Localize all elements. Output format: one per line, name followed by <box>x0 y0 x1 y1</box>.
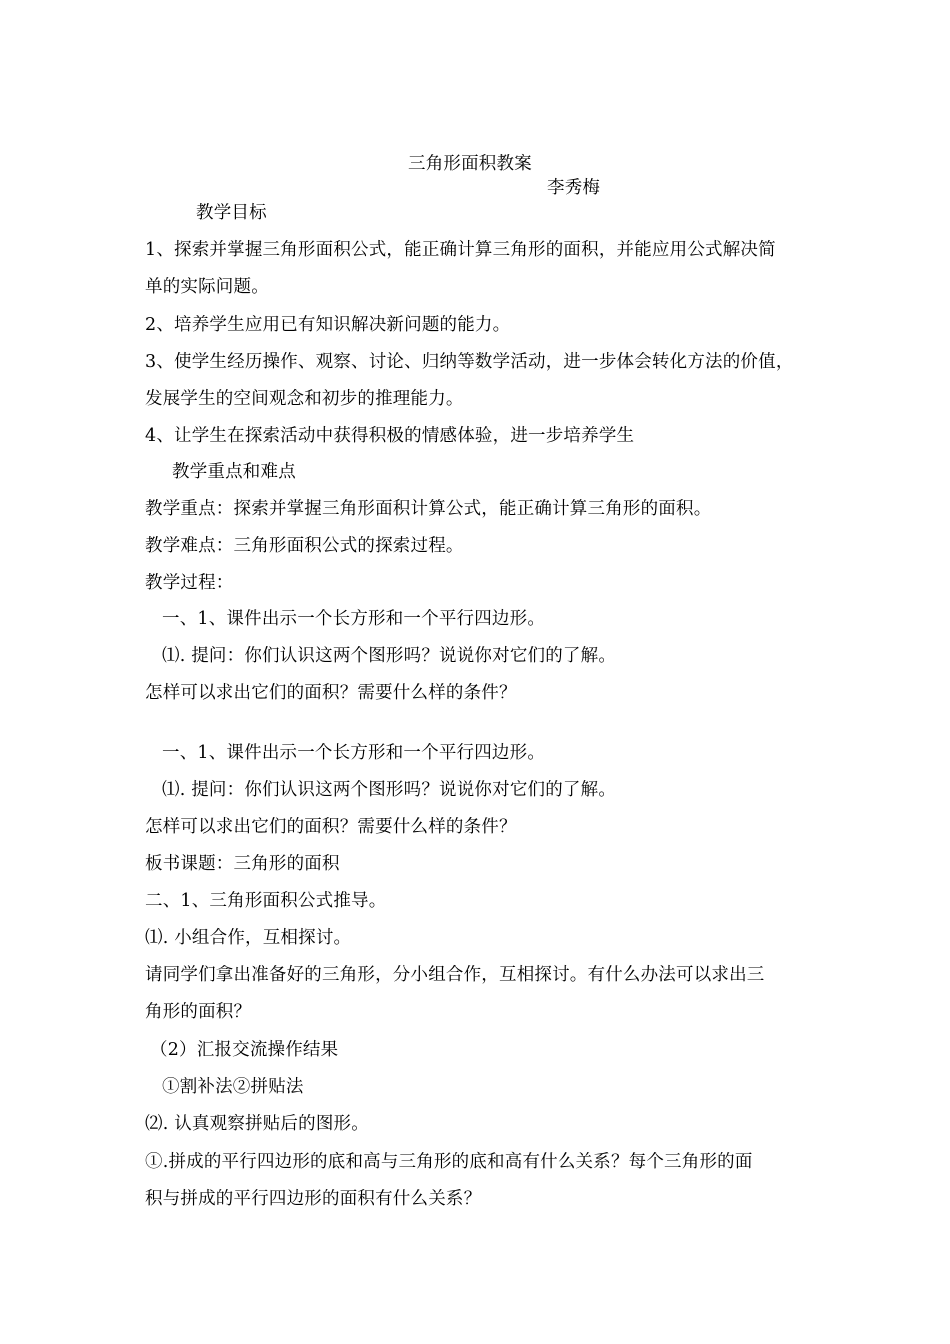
text-line: 积与拼成的平行四边形的面积有什么关系？ <box>145 1189 482 1209</box>
text-line: 教学过程： <box>145 573 234 593</box>
text-line: 怎样可以求出它们的面积？需要什么样的条件？ <box>145 683 517 703</box>
document-title: 三角形面积教案 <box>408 154 532 174</box>
text-line: ⑴. 提问：你们认识这两个图形吗？说说你对它们的了解。 <box>162 780 617 800</box>
text-line: ⑴. 提问：你们认识这两个图形吗？说说你对它们的了解。 <box>162 646 617 666</box>
text-line: 4、让学生在探索活动中获得积极的情感体验，进一步培养学生 <box>145 426 635 446</box>
text-line: （2）汇报交流操作结果 <box>150 1040 339 1060</box>
text-line: 单的实际问题。 <box>145 277 269 297</box>
text-line: 2、培养学生应用已有知识解决新问题的能力。 <box>145 315 511 335</box>
text-line: ①割补法②拼贴法 <box>162 1077 304 1097</box>
text-line: 角形的面积？ <box>145 1002 252 1022</box>
text-line: 教学重点：探索并掌握三角形面积计算公式，能正确计算三角形的面积。 <box>145 499 712 519</box>
text-line: 1、探索并掌握三角形面积公式，能正确计算三角形的面积，并能应用公式解决简 <box>145 240 776 260</box>
text-line: 请同学们拿出准备好的三角形，分小组合作，互相探讨。有什么办法可以求出三 <box>145 965 765 985</box>
section-heading-objectives: 教学目标 <box>196 203 267 223</box>
section-heading-key-points: 教学重点和难点 <box>172 462 296 482</box>
text-line: 一、1、课件出示一个长方形和一个平行四边形。 <box>162 609 546 629</box>
text-line: 板书课题：三角形的面积 <box>145 854 340 874</box>
text-line: ①.拼成的平行四边形的底和高与三角形的底和高有什么关系？每个三角形的面 <box>145 1152 753 1172</box>
text-line: 教学难点：三角形面积公式的探索过程。 <box>145 536 464 556</box>
text-line: 一、1、课件出示一个长方形和一个平行四边形。 <box>162 743 546 763</box>
text-line: ⑴. 小组合作，互相探讨。 <box>145 928 352 948</box>
text-line: ⑵. 认真观察拼贴后的图形。 <box>145 1114 369 1134</box>
text-line: 二、1、三角形面积公式推导。 <box>145 891 387 911</box>
text-line: 发展学生的空间观念和初步的推理能力。 <box>145 389 464 409</box>
text-line: 怎样可以求出它们的面积？需要什么样的条件？ <box>145 817 517 837</box>
text-line: 3、使学生经历操作、观察、讨论、归纳等数学活动，进一步体会转化方法的价值， <box>145 352 794 372</box>
document-author: 李秀梅 <box>547 178 601 198</box>
